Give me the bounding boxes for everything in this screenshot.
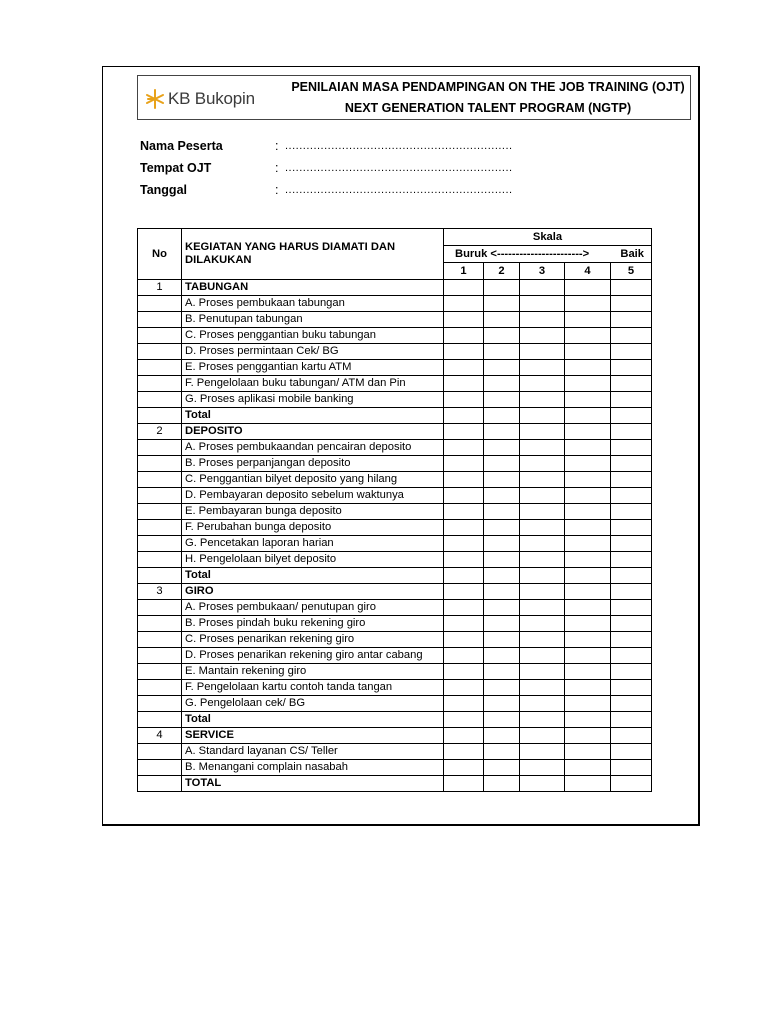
score-cell-5[interactable] <box>611 312 652 328</box>
score-cell-2[interactable] <box>484 376 520 392</box>
activity-cell: Total <box>182 408 444 424</box>
score-cell-2[interactable] <box>484 584 520 600</box>
score-cell-1[interactable] <box>444 520 484 536</box>
row-number <box>138 376 182 392</box>
field-value[interactable]: ................................................................ <box>285 140 513 152</box>
header-activity: KEGIATAN YANG HARUS DIAMATI DAN DILAKUKAN <box>182 229 444 280</box>
row-number <box>138 488 182 504</box>
row-number: 1 <box>138 280 182 296</box>
activity-cell: TABUNGAN <box>182 280 444 296</box>
score-cell-3[interactable] <box>520 312 565 328</box>
score-cell-1[interactable] <box>444 552 484 568</box>
score-cell-3[interactable] <box>520 584 565 600</box>
score-cell-3[interactable] <box>520 680 565 696</box>
score-cell-4[interactable] <box>565 568 611 584</box>
score-cell-2[interactable] <box>484 472 520 488</box>
score-cell-4[interactable] <box>565 472 611 488</box>
row-number <box>138 296 182 312</box>
score-cell-3[interactable] <box>520 712 565 728</box>
score-cell-2[interactable] <box>484 616 520 632</box>
activity-cell: E. Pembayaran bunga deposito <box>182 504 444 520</box>
field-row <box>140 157 560 179</box>
table-row <box>138 408 652 424</box>
score-cell-4[interactable] <box>565 424 611 440</box>
activity-cell: A. Proses pembukaan/ penutupan giro <box>182 600 444 616</box>
score-cell-1[interactable] <box>444 648 484 664</box>
score-cell-4[interactable] <box>565 392 611 408</box>
score-cell-1[interactable] <box>444 744 484 760</box>
table-row <box>138 552 652 568</box>
table-row <box>138 760 652 776</box>
score-cell-2[interactable] <box>484 552 520 568</box>
score-cell-1[interactable] <box>444 712 484 728</box>
table-row <box>138 312 652 328</box>
activity-cell: B. Menangani complain nasabah <box>182 760 444 776</box>
score-cell-5[interactable] <box>611 760 652 776</box>
row-number <box>138 472 182 488</box>
row-number: 2 <box>138 424 182 440</box>
document-header <box>137 75 691 120</box>
score-cell-2[interactable] <box>484 664 520 680</box>
score-cell-4[interactable] <box>565 456 611 472</box>
score-cell-2[interactable] <box>484 312 520 328</box>
score-cell-1[interactable] <box>444 728 484 744</box>
header-scale-5: 5 <box>611 263 652 280</box>
score-cell-1[interactable] <box>444 584 484 600</box>
score-cell-3[interactable] <box>520 568 565 584</box>
score-cell-1[interactable] <box>444 616 484 632</box>
score-cell-5[interactable] <box>611 392 652 408</box>
score-cell-4[interactable] <box>565 440 611 456</box>
score-cell-2[interactable] <box>484 728 520 744</box>
field-row <box>140 179 560 201</box>
activity-cell: DEPOSITO <box>182 424 444 440</box>
table-row <box>138 696 652 712</box>
score-cell-2[interactable] <box>484 360 520 376</box>
score-cell-5[interactable] <box>611 344 652 360</box>
table-row <box>138 440 652 456</box>
header-scale-4: 4 <box>565 263 611 280</box>
score-cell-3[interactable] <box>520 664 565 680</box>
score-cell-1[interactable] <box>444 504 484 520</box>
score-cell-1[interactable] <box>444 696 484 712</box>
score-cell-4[interactable] <box>565 648 611 664</box>
row-number <box>138 776 182 792</box>
score-cell-1[interactable] <box>444 392 484 408</box>
score-cell-5[interactable] <box>611 488 652 504</box>
score-cell-4[interactable] <box>565 712 611 728</box>
score-cell-5[interactable] <box>611 600 652 616</box>
row-number <box>138 440 182 456</box>
score-cell-3[interactable] <box>520 552 565 568</box>
score-cell-5[interactable] <box>611 472 652 488</box>
score-cell-5[interactable] <box>611 504 652 520</box>
table-row <box>138 520 652 536</box>
table-row <box>138 456 652 472</box>
header-scale-1: 1 <box>444 263 484 280</box>
activity-cell: C. Penggantian bilyet deposito yang hilang <box>182 472 444 488</box>
score-cell-4[interactable] <box>565 616 611 632</box>
activity-cell: F. Pengelolaan kartu contoh tanda tangan <box>182 680 444 696</box>
score-cell-2[interactable] <box>484 392 520 408</box>
activity-cell: TOTAL <box>182 776 444 792</box>
activity-cell: A. Proses pembukaan tabungan <box>182 296 444 312</box>
table-row <box>138 344 652 360</box>
score-cell-2[interactable] <box>484 696 520 712</box>
table-row <box>138 328 652 344</box>
row-number <box>138 616 182 632</box>
activity-cell: Total <box>182 568 444 584</box>
header-scale-2: 2 <box>484 263 520 280</box>
participant-fields <box>140 135 560 201</box>
score-cell-1[interactable] <box>444 600 484 616</box>
activity-cell: C. Proses penarikan rekening giro <box>182 632 444 648</box>
activity-cell: F. Pengelolaan buku tabungan/ ATM dan Pin <box>182 376 444 392</box>
field-colon: : <box>275 139 279 153</box>
table-row <box>138 504 652 520</box>
activity-cell: B. Proses perpanjangan deposito <box>182 456 444 472</box>
table-row <box>138 376 652 392</box>
header-scale-range <box>444 246 652 263</box>
table-row <box>138 360 652 376</box>
row-number <box>138 536 182 552</box>
activity-cell: G. Pencetakan laporan harian <box>182 536 444 552</box>
score-cell-1[interactable] <box>444 312 484 328</box>
document-title: PENILAIAN MASA PENDAMPINGAN ON THE JOB TRAINING (OJT) <box>291 80 685 94</box>
header-scale-3: 3 <box>520 263 565 280</box>
score-cell-4[interactable] <box>565 744 611 760</box>
table-row <box>138 680 652 696</box>
activity-cell: G. Pengelolaan cek/ BG <box>182 696 444 712</box>
score-cell-5[interactable] <box>611 376 652 392</box>
score-cell-3[interactable] <box>520 776 565 792</box>
score-cell-2[interactable] <box>484 520 520 536</box>
score-cell-2[interactable] <box>484 456 520 472</box>
score-cell-2[interactable] <box>484 568 520 584</box>
row-number: 3 <box>138 584 182 600</box>
score-cell-4[interactable] <box>565 632 611 648</box>
table-row <box>138 488 652 504</box>
row-number <box>138 504 182 520</box>
score-cell-3[interactable] <box>520 376 565 392</box>
bukopin-star-icon <box>144 88 166 110</box>
score-cell-3[interactable] <box>520 504 565 520</box>
score-cell-1[interactable] <box>444 632 484 648</box>
score-cell-1[interactable] <box>444 536 484 552</box>
score-cell-4[interactable] <box>565 408 611 424</box>
score-cell-3[interactable] <box>520 632 565 648</box>
field-label: Tempat OJT <box>140 161 212 175</box>
table-row <box>138 776 652 792</box>
score-cell-2[interactable] <box>484 680 520 696</box>
score-cell-4[interactable] <box>565 520 611 536</box>
row-number <box>138 568 182 584</box>
score-cell-3[interactable] <box>520 536 565 552</box>
score-cell-4[interactable] <box>565 664 611 680</box>
activity-cell: B. Proses pindah buku rekening giro <box>182 616 444 632</box>
row-number <box>138 408 182 424</box>
score-cell-5[interactable] <box>611 632 652 648</box>
score-cell-2[interactable] <box>484 760 520 776</box>
activity-cell: C. Proses penggantian buku tabungan <box>182 328 444 344</box>
score-cell-4[interactable] <box>565 376 611 392</box>
field-row <box>140 135 560 157</box>
score-cell-1[interactable] <box>444 376 484 392</box>
document-subtitle: NEXT GENERATION TALENT PROGRAM (NGTP) <box>344 101 632 115</box>
score-cell-4[interactable] <box>565 328 611 344</box>
activity-cell: G. Proses aplikasi mobile banking <box>182 392 444 408</box>
row-number <box>138 328 182 344</box>
score-cell-1[interactable] <box>444 680 484 696</box>
logo-text: KB Bukopin <box>168 89 255 108</box>
table-row <box>138 392 652 408</box>
table-row <box>138 712 652 728</box>
score-cell-3[interactable] <box>520 280 565 296</box>
table-row <box>138 536 652 552</box>
score-cell-1[interactable] <box>444 664 484 680</box>
row-number <box>138 520 182 536</box>
score-cell-2[interactable] <box>484 712 520 728</box>
score-cell-4[interactable] <box>565 696 611 712</box>
activity-cell: D. Proses penarikan rekening giro antar cabang <box>182 648 444 664</box>
score-cell-4[interactable] <box>565 584 611 600</box>
row-number <box>138 664 182 680</box>
score-cell-3[interactable] <box>520 408 565 424</box>
score-cell-3[interactable] <box>520 360 565 376</box>
score-cell-5[interactable] <box>611 664 652 680</box>
score-cell-2[interactable] <box>484 328 520 344</box>
activity-cell: E. Mantain rekening giro <box>182 664 444 680</box>
score-cell-2[interactable] <box>484 776 520 792</box>
activity-cell: D. Pembayaran deposito sebelum waktunya <box>182 488 444 504</box>
score-cell-3[interactable] <box>520 616 565 632</box>
table-row <box>138 280 652 296</box>
score-cell-3[interactable] <box>520 456 565 472</box>
score-cell-5[interactable] <box>611 536 652 552</box>
score-cell-3[interactable] <box>520 728 565 744</box>
header-skala: Skala <box>444 229 652 246</box>
score-cell-5[interactable] <box>611 680 652 696</box>
score-cell-2[interactable] <box>484 488 520 504</box>
score-cell-5[interactable] <box>611 776 652 792</box>
score-cell-5[interactable] <box>611 728 652 744</box>
row-number <box>138 360 182 376</box>
row-number <box>138 632 182 648</box>
row-number <box>138 344 182 360</box>
score-cell-2[interactable] <box>484 632 520 648</box>
score-cell-5[interactable] <box>611 360 652 376</box>
score-cell-4[interactable] <box>565 344 611 360</box>
score-cell-5[interactable] <box>611 744 652 760</box>
score-cell-2[interactable] <box>484 600 520 616</box>
row-number <box>138 392 182 408</box>
score-cell-3[interactable] <box>520 600 565 616</box>
activity-cell: Total <box>182 712 444 728</box>
score-cell-1[interactable] <box>444 328 484 344</box>
score-cell-4[interactable] <box>565 680 611 696</box>
score-cell-5[interactable] <box>611 520 652 536</box>
table-row <box>138 728 652 744</box>
score-cell-2[interactable] <box>484 744 520 760</box>
score-cell-3[interactable] <box>520 648 565 664</box>
score-cell-3[interactable] <box>520 744 565 760</box>
score-cell-3[interactable] <box>520 760 565 776</box>
score-cell-4[interactable] <box>565 536 611 552</box>
row-number: 4 <box>138 728 182 744</box>
bank-logo <box>144 86 255 112</box>
table-row <box>138 600 652 616</box>
score-cell-5[interactable] <box>611 424 652 440</box>
activity-cell: SERVICE <box>182 728 444 744</box>
row-number <box>138 712 182 728</box>
score-cell-5[interactable] <box>611 552 652 568</box>
field-colon: : <box>275 183 279 197</box>
score-cell-5[interactable] <box>611 712 652 728</box>
score-cell-3[interactable] <box>520 488 565 504</box>
table-row <box>138 296 652 312</box>
score-cell-2[interactable] <box>484 296 520 312</box>
score-cell-4[interactable] <box>565 312 611 328</box>
scale-left-label: Buruk <-----------------------> <box>455 247 590 260</box>
score-cell-5[interactable] <box>611 296 652 312</box>
score-cell-1[interactable] <box>444 440 484 456</box>
score-cell-4[interactable] <box>565 504 611 520</box>
row-number <box>138 552 182 568</box>
score-cell-3[interactable] <box>520 392 565 408</box>
score-cell-3[interactable] <box>520 696 565 712</box>
score-cell-1[interactable] <box>444 760 484 776</box>
score-cell-3[interactable] <box>520 472 565 488</box>
score-cell-2[interactable] <box>484 424 520 440</box>
score-cell-4[interactable] <box>565 360 611 376</box>
scale-right-label: Baik <box>620 247 644 260</box>
score-cell-5[interactable] <box>611 584 652 600</box>
score-cell-1[interactable] <box>444 280 484 296</box>
score-cell-4[interactable] <box>565 600 611 616</box>
score-cell-5[interactable] <box>611 648 652 664</box>
score-cell-3[interactable] <box>520 344 565 360</box>
row-number <box>138 600 182 616</box>
score-cell-5[interactable] <box>611 280 652 296</box>
table-row <box>138 568 652 584</box>
table-row <box>138 744 652 760</box>
table-row <box>138 472 652 488</box>
score-cell-5[interactable] <box>611 440 652 456</box>
row-number <box>138 456 182 472</box>
score-cell-5[interactable] <box>611 568 652 584</box>
score-cell-4[interactable] <box>565 760 611 776</box>
field-colon: : <box>275 161 279 175</box>
score-cell-5[interactable] <box>611 408 652 424</box>
score-cell-2[interactable] <box>484 440 520 456</box>
score-cell-3[interactable] <box>520 440 565 456</box>
table-row <box>138 632 652 648</box>
activity-cell: A. Standard layanan CS/ Teller <box>182 744 444 760</box>
score-cell-1[interactable] <box>444 456 484 472</box>
field-value[interactable]: ................................................................ <box>285 162 513 174</box>
table-row <box>138 648 652 664</box>
score-cell-1[interactable] <box>444 408 484 424</box>
activity-cell: H. Pengelolaan bilyet deposito <box>182 552 444 568</box>
score-cell-1[interactable] <box>444 488 484 504</box>
score-cell-2[interactable] <box>484 408 520 424</box>
score-cell-5[interactable] <box>611 616 652 632</box>
row-number <box>138 696 182 712</box>
table-row <box>138 424 652 440</box>
row-number <box>138 312 182 328</box>
table-row <box>138 584 652 600</box>
score-cell-2[interactable] <box>484 648 520 664</box>
activity-cell: A. Proses pembukaandan pencairan deposito <box>182 440 444 456</box>
field-label: Nama Peserta <box>140 139 223 153</box>
assessment-table <box>137 228 652 792</box>
activity-cell: D. Proses permintaan Cek/ BG <box>182 344 444 360</box>
score-cell-4[interactable] <box>565 728 611 744</box>
score-cell-1[interactable] <box>444 472 484 488</box>
activity-cell: E. Proses penggantian kartu ATM <box>182 360 444 376</box>
table-row <box>138 664 652 680</box>
score-cell-3[interactable] <box>520 328 565 344</box>
field-label: Tanggal <box>140 183 187 197</box>
score-cell-3[interactable] <box>520 296 565 312</box>
score-cell-2[interactable] <box>484 504 520 520</box>
score-cell-5[interactable] <box>611 696 652 712</box>
score-cell-3[interactable] <box>520 424 565 440</box>
activity-cell: B. Penutupan tabungan <box>182 312 444 328</box>
activity-cell: GIRO <box>182 584 444 600</box>
score-cell-1[interactable] <box>444 360 484 376</box>
row-number <box>138 680 182 696</box>
score-cell-4[interactable] <box>565 776 611 792</box>
field-value[interactable]: ................................................................ <box>285 184 513 196</box>
row-number <box>138 744 182 760</box>
score-cell-2[interactable] <box>484 536 520 552</box>
row-number <box>138 760 182 776</box>
score-cell-1[interactable] <box>444 344 484 360</box>
score-cell-4[interactable] <box>565 280 611 296</box>
score-cell-1[interactable] <box>444 776 484 792</box>
score-cell-1[interactable] <box>444 296 484 312</box>
row-number <box>138 648 182 664</box>
score-cell-2[interactable] <box>484 280 520 296</box>
score-cell-1[interactable] <box>444 424 484 440</box>
header-no: No <box>138 229 182 280</box>
score-cell-3[interactable] <box>520 520 565 536</box>
score-cell-5[interactable] <box>611 456 652 472</box>
score-cell-4[interactable] <box>565 552 611 568</box>
activity-cell: F. Perubahan bunga deposito <box>182 520 444 536</box>
score-cell-2[interactable] <box>484 344 520 360</box>
score-cell-4[interactable] <box>565 296 611 312</box>
score-cell-4[interactable] <box>565 488 611 504</box>
score-cell-1[interactable] <box>444 568 484 584</box>
score-cell-5[interactable] <box>611 328 652 344</box>
table-row <box>138 616 652 632</box>
